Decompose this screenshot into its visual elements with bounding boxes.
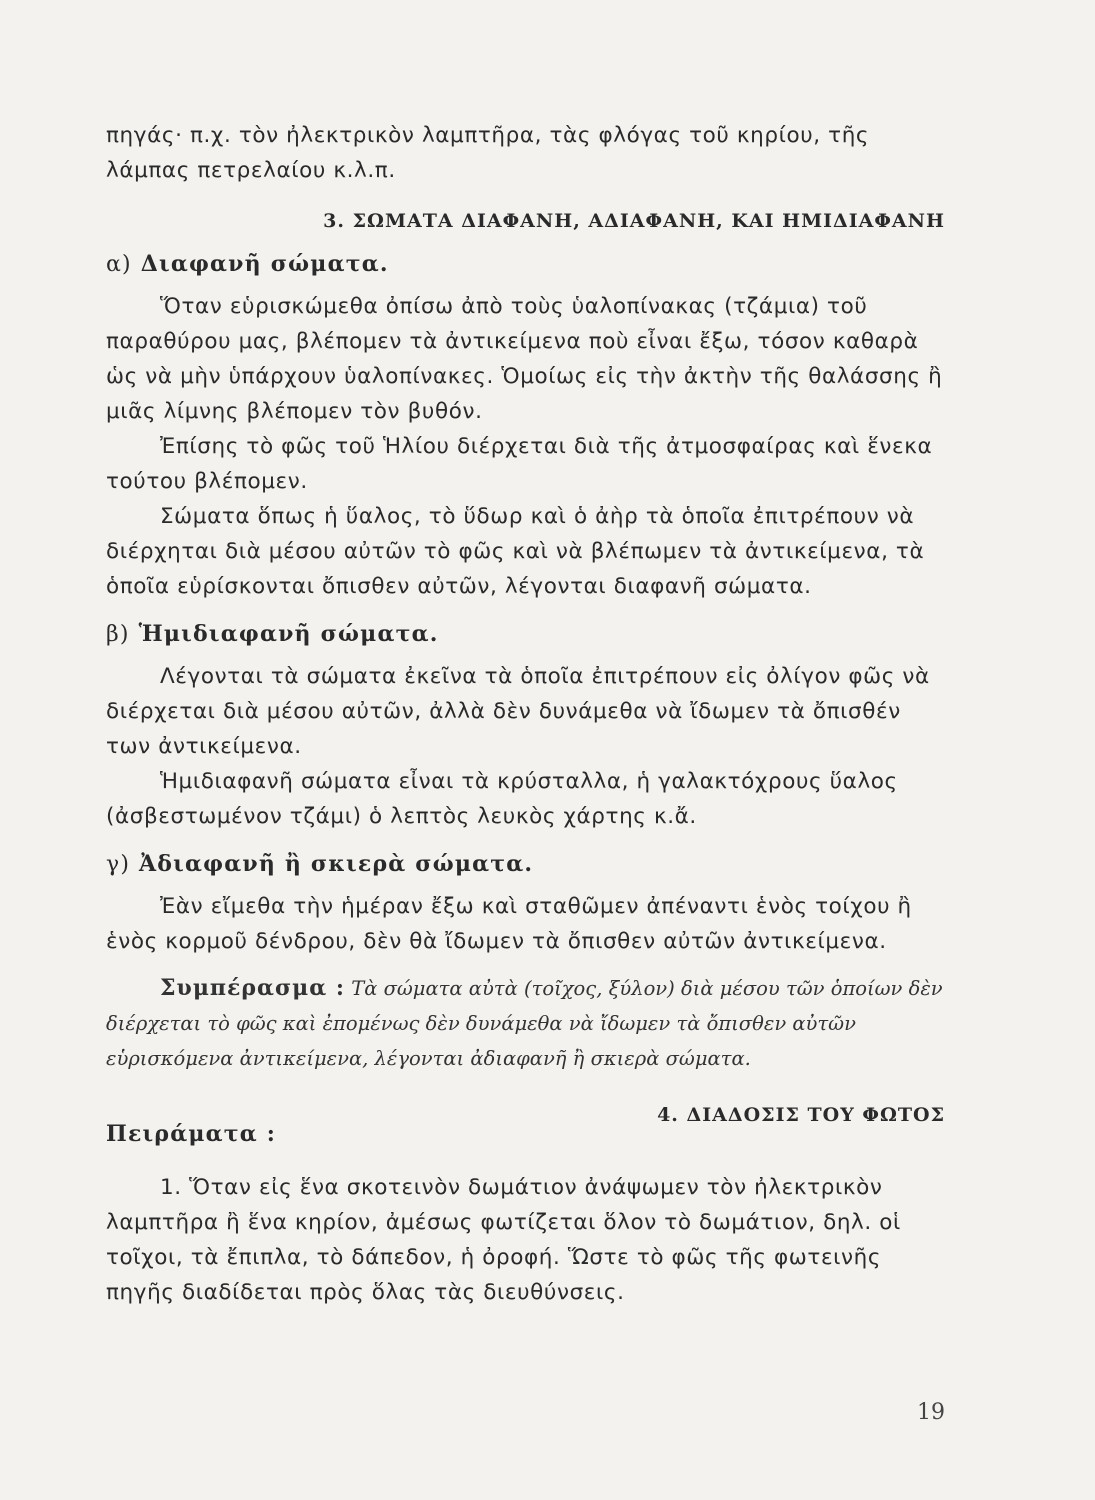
- paragraph-a3: Σώματα ὅπως ἡ ὕαλος, τὸ ὕδωρ καὶ ὁ ἀὴρ τὰ ὁποῖα ἐπιτρέπουν νὰ διέρχηται διὰ μέσου αὐτῶν τὸ φῶς καὶ νὰ βλέπωμεν τὰ ἀντικείμενα, τὰ ὁποῖα εὑρίσκονται ὄπισθεν αὐτῶν, λέγονται διαφανῆ σώματα.: [106, 504, 925, 599]
- subheading-label: α): [106, 252, 132, 277]
- page-number: 19: [917, 1400, 945, 1425]
- paragraph-a2: Ἐπίσης τὸ φῶς τοῦ Ἡλίου διέρχεται διὰ τῆς ἀτμοσφαίρας καὶ ἕνεκα τούτου βλέπομεν.: [106, 434, 933, 494]
- section-4-heading: 4. ΔΙΑΔΟΣΙΣ ΤΟΥ ΦΩΤΟΣ: [657, 1104, 945, 1126]
- intro-line-1: πηγάς· π.χ. τὸν ἠλεκτρικὸν λαμπτῆρα, τὰς φλόγας τοῦ κηρίου, τῆς: [106, 123, 870, 148]
- subheading-title: Διαφανῆ σώματα.: [140, 251, 389, 277]
- subheading-opaque: [106, 846, 945, 883]
- subheading-label: γ): [106, 852, 131, 877]
- experiments-label: Πειράματα :: [106, 1121, 277, 1147]
- conclusion-label: Συμπέρασμα :: [160, 975, 345, 1001]
- paragraph-b1: Λέγονται τὰ σώματα ἐκεῖνα τὰ ὁποῖα ἐπιτρέπουν εἰς ὀλίγον φῶς νὰ διέρχεται διὰ μέσου αὐτῶν, ἀλλὰ δὲν δυνάμεθα νὰ ἴδωμεν τὰ ὄπισθέν των ἀντικείμενα.: [106, 664, 930, 759]
- subheading-semitransparent: [106, 616, 945, 653]
- paragraph-b2: Ἡμιδιαφανῆ σώματα εἶναι τὰ κρύσταλλα, ἡ γαλακτόχρους ὕαλος (ἀσβεστωμένον τζάμι) ὁ λεπτὸς λευκὸς χάρτης κ.ἄ.: [106, 769, 898, 829]
- subheading-title: Ἡμιδιαφανῆ σώματα.: [138, 621, 439, 647]
- subheading-label: β): [106, 622, 130, 647]
- paragraph-a1: Ὅταν εὑρισκώμεθα ὀπίσω ἀπὸ τοὺς ὑαλοπίνακας (τζάμια) τοῦ παραθύρου μας, βλέπομεν τὰ ἀντικείμενα ποὺ εἶναι ἔξω, τόσον καθαρὰ ὡς νὰ μὴν ὑπάρχουν ὑαλοπίνακες. Ὁμοίως εἰς τὴν ἀκτὴν τῆς θαλάσσης ἢ μιᾶς λίμνης βλέπομεν τὸν βυθόν.: [106, 294, 943, 424]
- subheading-title: Ἀδιαφανῆ ἢ σκιερὰ σώματα.: [139, 851, 534, 877]
- subheading-transparent: [106, 246, 945, 283]
- section-3-heading: 3. ΣΩΜΑΤΑ ΔΙΑΦΑΝΗ, ΑΔΙΑΦΑΝΗ, ΚΑΙ ΗΜΙΔΙΑΦΑΝΗ: [323, 210, 945, 232]
- conclusion-text: Τὰ σώματα αὐτὰ (τοῖχος, ξύλον) διὰ μέσου τῶν ὁποίων δὲν διέρχεται τὸ φῶς καὶ ἐπομένως δὲν δυνάμεθα νὰ ἴδωμεν τὰ ὄπισθεν αὐτῶν εὑρισκόμενα ἀντικείμενα, λέγονται ἀδιαφανῆ ἢ σκιερὰ σώματα.: [106, 977, 943, 1070]
- experiment-1-paragraph: 1. Ὅταν εἰς ἕνα σκοτεινὸν δωμάτιον ἀνάψωμεν τὸν ἠλεκτρικὸν λαμπτῆρα ἢ ἕνα κηρίον, ἀμέσως φωτίζεται ὅλον τὸ δωμάτιον, δηλ. οἱ τοῖχοι, τὰ ἔπιπλα, τὸ δάπεδον, ἡ ὀροφή. Ὥστε τὸ φῶς τῆς φωτεινῆς πηγῆς διαδίδεται πρὸς ὅλας τὰς διευθύνσεις.: [106, 1175, 901, 1305]
- section-4-heading-row: [106, 1076, 945, 1152]
- intro-line-2: λάμπας πετρελαίου κ.λ.π.: [106, 158, 396, 183]
- paragraph-c1: Ἐὰν εἴμεθα τὴν ἡμέραν ἔξω καὶ σταθῶμεν ἀπέναντι ἑνὸς τοίχου ἢ ἑνὸς κορμοῦ δένδρου, δὲν θὰ ἴδωμεν τὰ ὄπισθεν αὐτῶν ἀντικείμενα.: [106, 894, 912, 954]
- conclusion-paragraph: [106, 971, 945, 1076]
